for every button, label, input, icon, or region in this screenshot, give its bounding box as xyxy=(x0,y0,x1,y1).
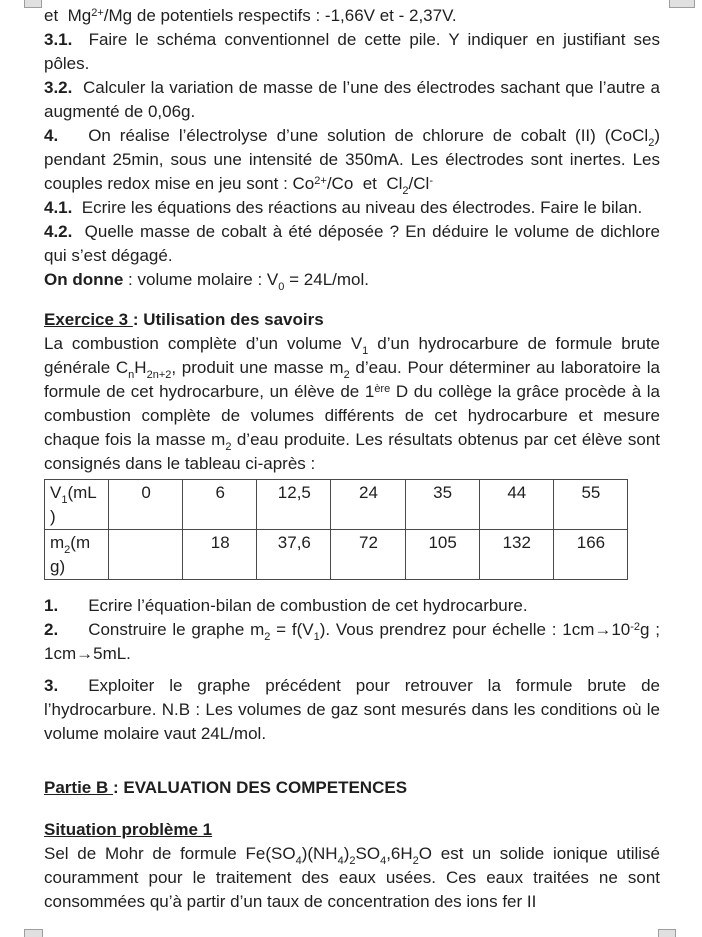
table-cell: 132 xyxy=(479,530,553,580)
table-cell: 24 xyxy=(331,480,405,530)
table-row xyxy=(45,530,628,580)
table-cell: 166 xyxy=(553,530,627,580)
table-cell: 6 xyxy=(183,480,257,530)
heading-partie-b: Partie B : EVALUATION DES COMPETENCES xyxy=(44,778,408,797)
para-4-1: 4.1. Ecrire les équations des réactions au niveau des électrodes. Faire le bilan. xyxy=(44,198,643,217)
table-cell: 0 xyxy=(109,480,183,530)
list-item-1: 1. Ecrire l’équation-bilan de combustion de cet hydrocarbure. xyxy=(44,596,528,615)
results-table-body xyxy=(45,480,628,580)
list-item-3: 3. Exploiter le graphe précédent pour retrouver la formule brute de l’hydrocarbure. N.B : Les volumes de gaz sont mesurés dans les conditions où le volume molaire vaut 24L/mol. xyxy=(44,676,660,743)
table-cell: 18 xyxy=(183,530,257,580)
table-row-header: $m_2(m$ g) xyxy=(45,530,109,580)
table-cell: 105 xyxy=(405,530,479,580)
table-row-header: $V_1(mL$ ) xyxy=(45,480,109,530)
page-corner-mark-top-left xyxy=(24,0,42,8)
para-on-donne: On donne : volume molaire : $V_0 = 24L/mol$. xyxy=(44,270,369,293)
page-corner-mark-bottom-right xyxy=(658,929,676,937)
para-sel-de-mohr: Sel de Mohr de formule $Fe(SO_4)(NH_4)_2SO_4,6H_2O$ est un solide ionique utilisé couramment pour le traitement des eaux usées. Ces eaux traitées ne sont consommées qu’à partir d’un taux de concentration des ions fer II xyxy=(44,844,660,911)
para-potentials: et $Mg^{2+}/Mg$ de potentiels respectifs : -1,66V et - 2,37V. xyxy=(44,6,457,25)
para-4-2: 4.2. Quelle masse de cobalt à été déposée ? En déduire le volume de dichlore qui s’est dégagé. xyxy=(44,222,660,265)
table-row xyxy=(45,480,628,530)
para-4: 4. On réalise l’électrolyse d’une solution de chlorure de cobalt (II) (CoCl$_2$) pendant 25min, sous une intensité de 350mA. Les électrodes sont inertes. Les couples redox mise en jeu sont : $Co^{2+}/Co$ et $Cl_2/Cl^-$ xyxy=(44,126,660,197)
table-cell: 44 xyxy=(479,480,553,530)
table-cell xyxy=(109,530,183,580)
table-cell: 55 xyxy=(553,480,627,530)
page-corner-mark-top-right xyxy=(669,0,695,8)
document-content xyxy=(44,4,660,914)
para-combustion: La combustion complète d’un volume $V_1$ d’un hydrocarbure de formule brute générale $C_nH_{2n+2}$, produit une masse $m_2$ d’eau. Pour déterminer au laboratoire la formule de cet hydrocarbure, un élève de 1ère D du collège la grâce procède à la combustion complète de volumes différents de cet hydrocarbure et mesure chaque fois la masse $m_2$ d’eau produite. Les résultats obtenus par cet élève sont consignés dans le tableau ci-après : xyxy=(44,334,660,473)
table-cell: 35 xyxy=(405,480,479,530)
heading-exercice-3: Exercice 3 : Utilisation des savoirs xyxy=(44,310,324,329)
heading-situation-probleme: Situation problème 1 xyxy=(44,820,213,839)
para-3-1: 3.1. Faire le schéma conventionnel de cette pile. Y indiquer en justifiant ses pôles. xyxy=(44,30,660,73)
para-3-2: 3.2. Calculer la variation de masse de l’une des électrodes sachant que l’autre a augmenté de 0,06g. xyxy=(44,78,660,121)
page-corner-mark-bottom-left xyxy=(24,929,43,937)
results-table xyxy=(44,479,628,580)
table-cell: 12,5 xyxy=(257,480,331,530)
table-cell: 72 xyxy=(331,530,405,580)
table-cell: 37,6 xyxy=(257,530,331,580)
list-item-2: 2. Construire le graphe $m_2 = f(V_1)$. Vous prendrez pour échelle : $1cm\to 10^{-2}g$ ; 1cm→5mL. xyxy=(44,620,660,663)
